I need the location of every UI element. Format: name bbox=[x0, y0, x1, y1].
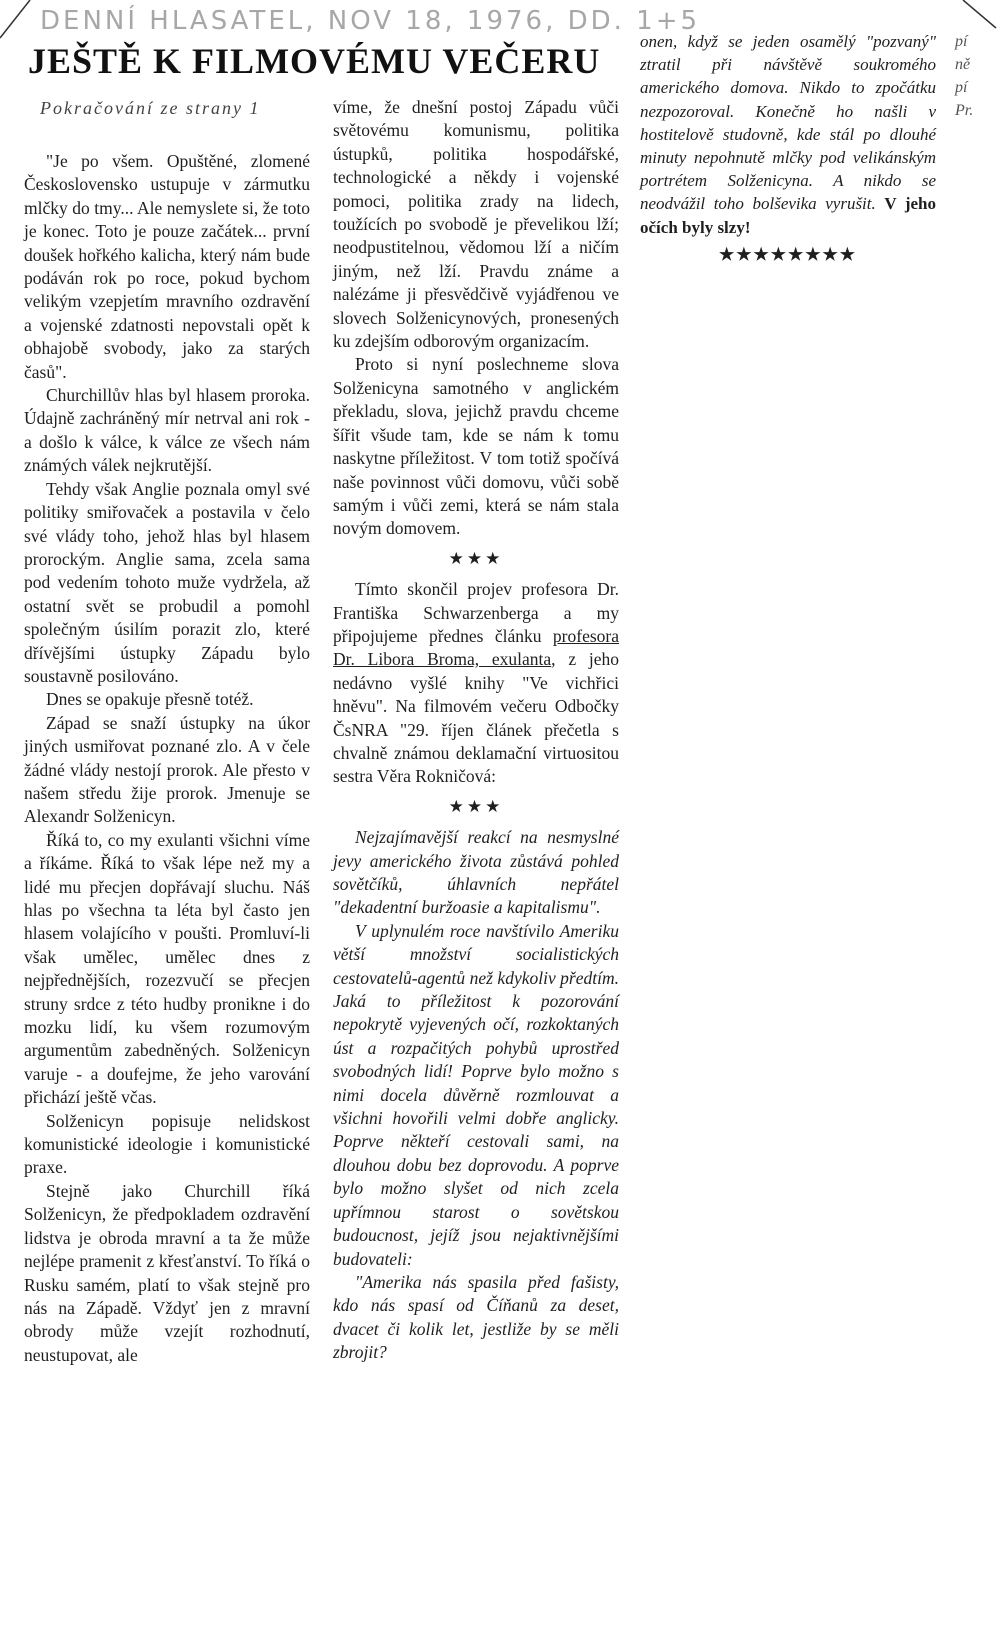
column-2 bbox=[333, 96, 619, 1365]
bold-ending: V jeho očích byly slzy! bbox=[640, 194, 937, 237]
continued-from-note: Pokračování ze strany 1 bbox=[40, 98, 261, 118]
column-3-clipping bbox=[640, 30, 936, 266]
paragraph: Proto si nyní poslechneme slova Solženicyna samotného v anglickém překladu, slova, jejichž pravdu chceme šířit všude tam, kde se nám k tomu naskytne příležitost. V tom totiž spočívá naše povinnost vůči domovu, vůči sobě samým i vůči zemi, která se nám stala novým domovem. bbox=[333, 354, 619, 539]
paragraph: Dnes se opakuje přesně totéž. bbox=[46, 689, 254, 710]
fragment-text: Pr. bbox=[955, 102, 974, 119]
text-run: Tímto skončil projev profesora Dr. Františka Schwarzenberga a my připojujeme přednes článku bbox=[333, 579, 619, 646]
paragraph: Churchillův hlas byl hlasem proroka. Údajně zachráněný mír netrval ani rok - a došlo k válce, k válce ze všech nám známých válek nejkrutější. bbox=[24, 385, 310, 476]
corner-fold-mark-right bbox=[958, 0, 998, 30]
fragment-text: ně bbox=[955, 56, 971, 73]
paragraph: "Amerika nás spasila před fašisty, kdo nás spasí od Číňanů za deset, dvacet či kolik let, jestliže by se měli zbrojit? bbox=[333, 1271, 619, 1363]
paragraph: Říká to, co my exulanti všichni víme a říkáme. Říká to však lépe než my a lidé mu přecjen dopřávají sluchu. Náš hlas po všechna ta léta byl často jen hlasem volajícího v poušti. Promluví-li však umělec, umělec dnes z nejpřednějších, rozezvučí se přecjen struny srdce z této hudby pronikne i do mozku lidí, ku všem rozumovým argumentům zabedněných. Solženicyn varuje - a doufejme, že jeho varování přichází ještě včas. bbox=[24, 829, 310, 1108]
paragraph: víme, že dnešní postoj Západu vůči světovému komunismu, politika ústupků, politika hospodářské, technologické a někdy i vojenské pomoci, politika zrady na lidech, toužících po svobodě je převelikou lží; neodpustitelnou, vědomou lží a ničím jiným, než lží. Pravdu známe a nalézáme ji přesvědčivě vyjádřenou ve slovech Solženicynových, pronesených ku zdejším odborovým organizacím. bbox=[333, 97, 619, 352]
fragment-text: pí bbox=[955, 79, 968, 96]
text-run: onen, když se jeden osamělý "pozvaný" ztratil při návštěvě soukromého amerického domova. Nikdo to zpočátku nezpozoroval. Konečně ho našli v hostitelově studovně, kde stál po dlouhé minuty nepohnutě mlčky pod velikánským portrétem Solženicyna. A nikdo se neodvážil toho bolševika vyrušit. bbox=[640, 32, 936, 214]
paragraph: Nejzajímavější reakcí na nesmyslné jevy amerického života zůstává pohled sovětčíků, úhlavních nepřátel "dekadentní buržoasie a kapitalismu". bbox=[333, 827, 619, 918]
paragraph: V uplynulém roce navštívilo Ameriku větší množství socialistických cestovatelů-agentů než kdykoliv předtím. Jaká to příležitost k pozorování nepokrytě vyjevených očí, rozkoktaných úst a rozpačitých pohybů uprostřed svobodných lidí! Poprve bylo možno s nimi docela důvěrně rozmlouvat a všichni hovořili velmi dobře anglicky. Poprve někteří cestovali sami, na dlouhou dobu bez doprovodu. A poprve bylo možno slyšet od nich zcela upřímnou starost o sovětskou budoucnost, jejíž jsou nejaktivnějšími budovateli: bbox=[333, 920, 619, 1269]
paragraph-intro-article bbox=[333, 578, 619, 789]
underlined-author: profesora Dr. Libora Broma, exulanta bbox=[333, 625, 619, 670]
paragraph: "Je po všem. Opuštěné, zlomené Československo ustupuje v zármutku mlčky do tmy... Ale nemyslete si, že toto je konec. Toto je pouze začátek... první doušek hořkého kalicha, který nám bude podáván rok po roce, pokud bychom velikým vzepjetím mravního ozdravění a vojenské zdatnosti nepovstali opět k obhajobě svobody, jako za starých časů". bbox=[24, 151, 310, 382]
paragraph bbox=[640, 30, 936, 239]
section-divider-stars: ★★★ bbox=[448, 548, 504, 568]
text-run: , z jeho nedávno vyšlé knihy "Ve vichřici hněvu". Na filmovém večeru Odbočky ČsNRA "29. říjen článek přečetla s chvalně známou deklamační virtuositou sestra Věra Rokničová: bbox=[333, 649, 619, 787]
end-stars: ★★★★★★★★ bbox=[719, 244, 857, 264]
paragraph: Západ se snaží ústupky na úkor jiných usmiřovat poznané zlo. A v čele žádné vlády nestojí prorok. Ale přesto v našem středu žije prorok. Jmenuje se Alexandr Solženicyn. bbox=[24, 712, 310, 827]
paragraph: Stejně jako Churchill říká Solženicyn, že předpokladem ozdravění lidstva je obroda mravní a ta že může nejlépe pramenit z křesťanství. To říká o Rusku samém, platí to však stejně pro nás na Západě. Vždyť jen z mravní obrody může vzejít rozhodnutí, neustupovat, ale bbox=[24, 1180, 310, 1365]
corner-fold-mark bbox=[0, 0, 40, 40]
quoted-article bbox=[333, 826, 619, 1364]
column-1 bbox=[24, 150, 310, 1367]
fragment-text: pí bbox=[955, 33, 968, 50]
article-headline: JEŠTĚ K FILMOVÉMU VEČERU bbox=[28, 41, 601, 81]
paragraph: Solženicyn popisuje nelidskost komunistické ideologie i komunistické praxe. bbox=[24, 1110, 310, 1178]
handwritten-source-note: DENNÍ HLASATEL, NOV 18, 1976, DD. 1+5 bbox=[40, 6, 701, 36]
cut-off-edge-fragment bbox=[955, 30, 1005, 122]
paragraph: Tehdy však Anglie poznala omyl své politiky smiřovaček a postavila v čelo své vlády toho, jehož hlas byl hlasem prorockým. Anglie sama, zcela sama pod vedením tohoto muže vydržela, až ostatní svět se probudil a pomohl společným úsilím porazit zlo, které dřívějšími ústupky Západu bylo soustavně posilováno. bbox=[24, 478, 310, 686]
section-divider-stars: ★★★ bbox=[448, 796, 504, 816]
